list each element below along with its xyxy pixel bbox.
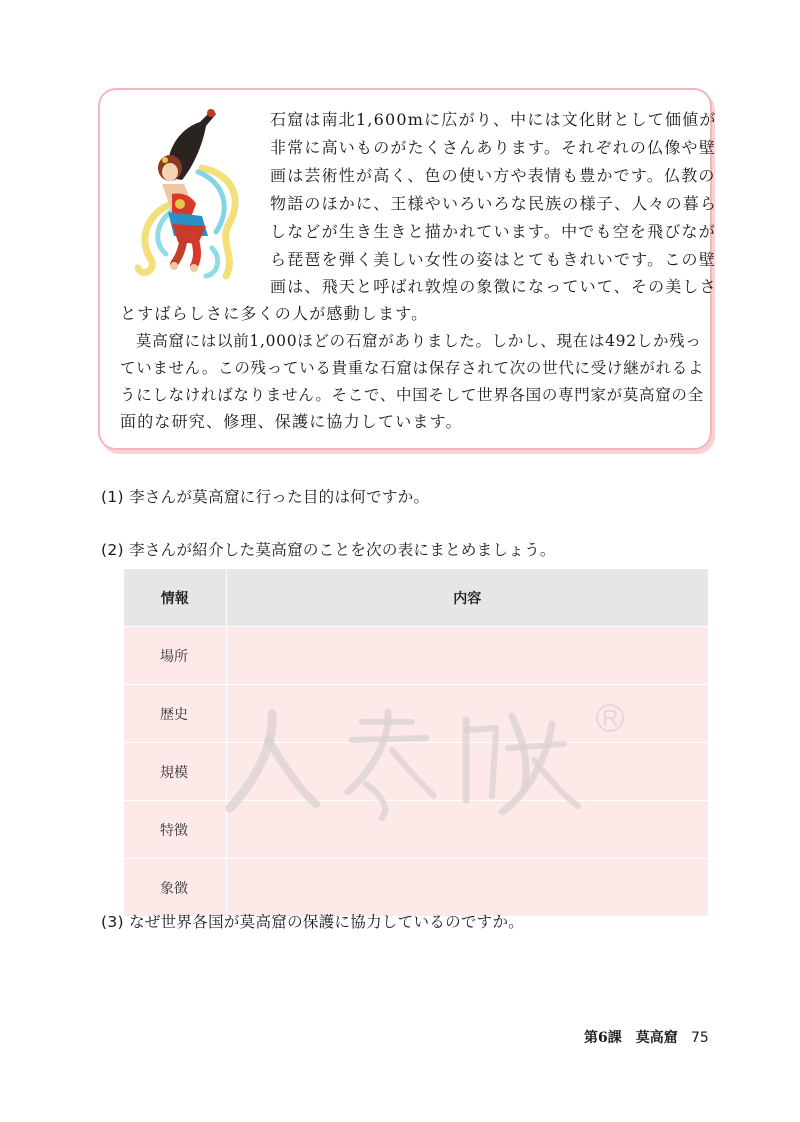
answer-cell-location[interactable] xyxy=(226,627,708,685)
apsara-illustration xyxy=(132,108,252,284)
reading-line: 物語のほかに、王様やいろいろな民族の様子、人々の暮ら xyxy=(270,194,718,213)
row-label-features: 特徴 xyxy=(124,801,226,859)
row-label-symbol: 象徴 xyxy=(124,859,226,917)
reading-line: 画は、飛天と呼ばれ敦煌の象徴になっていて、その美しさ xyxy=(270,277,717,296)
answer-cell-scale[interactable] xyxy=(226,743,708,801)
table-row xyxy=(124,685,708,743)
table-row xyxy=(124,743,708,801)
table-header-info: 情報 xyxy=(124,569,226,627)
lesson-title: 第6課 莫高窟 xyxy=(584,1030,678,1046)
row-label-history: 歴史 xyxy=(124,685,226,743)
reading-line: ら琵琶を弾く美しい女性の姿はとてもきれいです。この壁 xyxy=(270,250,716,269)
reading-line: しなどが生き生きと描かれています。中でも空を飛びなが xyxy=(270,222,716,241)
reading-line: 面的な研究、修理、保護に協力しています。 xyxy=(120,412,463,431)
table-row xyxy=(124,859,708,917)
question-1: (1) 李さんが莫高窟に行った目的は何ですか。 xyxy=(101,488,430,506)
question-3: (3) なぜ世界各国が莫高窟の保護に協力しているのですか。 xyxy=(101,913,525,931)
table-row xyxy=(124,801,708,859)
page-number: 75 xyxy=(691,1030,709,1046)
table-row xyxy=(124,627,708,685)
table-header-content: 内容 xyxy=(226,569,708,627)
question-2: (2) 李さんが紹介した莫高窟のことを次の表にまとめましょう。 xyxy=(101,541,556,559)
reading-line: とすばらしさに多くの人が感動します。 xyxy=(120,304,429,323)
answer-cell-features[interactable] xyxy=(226,801,708,859)
reading-line: 莫高窟には以前1,000ほどの石窟がありました。しかし、現在は492しか残っ xyxy=(136,332,702,350)
answer-cell-history[interactable] xyxy=(226,685,708,743)
summary-table xyxy=(124,569,708,916)
row-label-location: 場所 xyxy=(124,627,226,685)
reading-line: 非常に高いものがたくさんあります。それぞれの仏像や壁 xyxy=(270,138,716,157)
reading-line: 石窟は南北1,600mに広がり、中には文化財として価値が xyxy=(270,110,717,129)
answer-cell-symbol[interactable] xyxy=(226,859,708,917)
reading-line: 画は芸術性が高く、色の使い方や表情も豊かです。仏教の xyxy=(270,166,716,185)
reading-line: うにしなければなりません。そこで、中国そして世界各国の専門家が莫高窟の全 xyxy=(120,386,704,404)
row-label-scale: 規模 xyxy=(124,743,226,801)
reading-line: ていません。この残っている貴重な石窟は保存されて次の世代に受け継がれるよ xyxy=(120,359,705,377)
table-header-row xyxy=(124,569,708,627)
